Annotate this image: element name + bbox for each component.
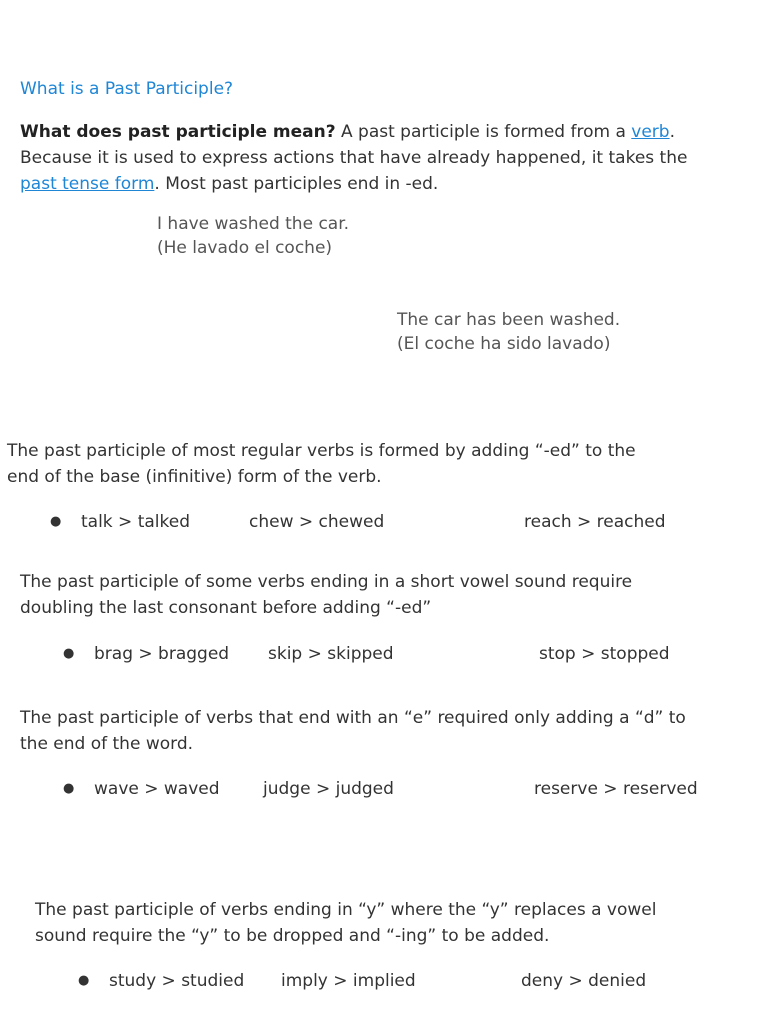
example-list-y-ending	[0, 968, 768, 994]
bullet-icon: ●	[50, 514, 62, 529]
bullet-icon: ●	[63, 646, 75, 661]
list-item: wave > waved	[94, 779, 220, 799]
bullet-icon: ●	[78, 973, 90, 988]
example-list-regular	[0, 509, 768, 535]
list-item: chew > chewed	[249, 512, 385, 532]
list-item: stop > stopped	[539, 644, 670, 664]
bullet-icon: ●	[63, 781, 75, 796]
list-item: imply > implied	[281, 971, 416, 991]
list-item: skip > skipped	[268, 644, 394, 664]
example-spanish: (He lavado el coche)	[157, 238, 333, 258]
verb-link[interactable]: verb	[631, 122, 670, 142]
example-spanish: (El coche ha sido lavado)	[397, 334, 611, 354]
list-item: reach > reached	[524, 512, 666, 532]
rule-line: doubling the last consonant before adding “-ed”	[20, 598, 432, 618]
rule-line: The past participle of some verbs ending in a short vowel sound require	[20, 572, 633, 592]
intro-text: Because it is used to express actions that have already happened, it takes the	[20, 148, 688, 168]
list-item: deny > denied	[521, 971, 647, 991]
example-english: I have washed the car.	[157, 214, 350, 234]
rule-line: The past participle of verbs that end with an “e” required only adding a “d” to	[20, 708, 686, 728]
rule-paragraph-regular	[7, 438, 636, 490]
rule-line: sound require the “y” to be dropped and “-ing” to be added.	[35, 926, 550, 946]
rule-paragraph-y-ending	[35, 897, 656, 949]
list-item: talk > talked	[81, 512, 190, 532]
list-item: judge > judged	[263, 779, 394, 799]
rule-line: The past participle of verbs ending in “y” where the “y” replaces a vowel	[35, 900, 657, 920]
rule-line: end of the base (infinitive) form of the verb.	[7, 467, 382, 487]
list-item: brag > bragged	[94, 644, 230, 664]
list-item: study > studied	[109, 971, 245, 991]
rule-paragraph-e-ending	[20, 705, 686, 757]
intro-paragraph	[20, 119, 750, 197]
rule-line: the end of the word.	[20, 734, 194, 754]
past-tense-form-link[interactable]: past tense form	[20, 174, 155, 194]
page-title: What is a Past Participle?	[20, 79, 234, 99]
rule-line: The past participle of most regular verbs is formed by adding “-ed” to the	[7, 441, 636, 461]
example-passive	[397, 308, 620, 356]
example-list-doubling	[0, 641, 768, 667]
rule-paragraph-doubling	[20, 569, 632, 621]
list-item: reserve > reserved	[534, 779, 698, 799]
intro-text: A past participle is formed from a	[335, 122, 632, 142]
intro-text: .	[669, 122, 675, 142]
intro-text: . Most past participles end in -ed.	[154, 174, 439, 194]
example-english: The car has been washed.	[397, 310, 621, 330]
example-active	[157, 212, 349, 260]
example-list-e-ending	[0, 776, 768, 802]
intro-bold-lead: What does past participle mean?	[20, 122, 336, 142]
